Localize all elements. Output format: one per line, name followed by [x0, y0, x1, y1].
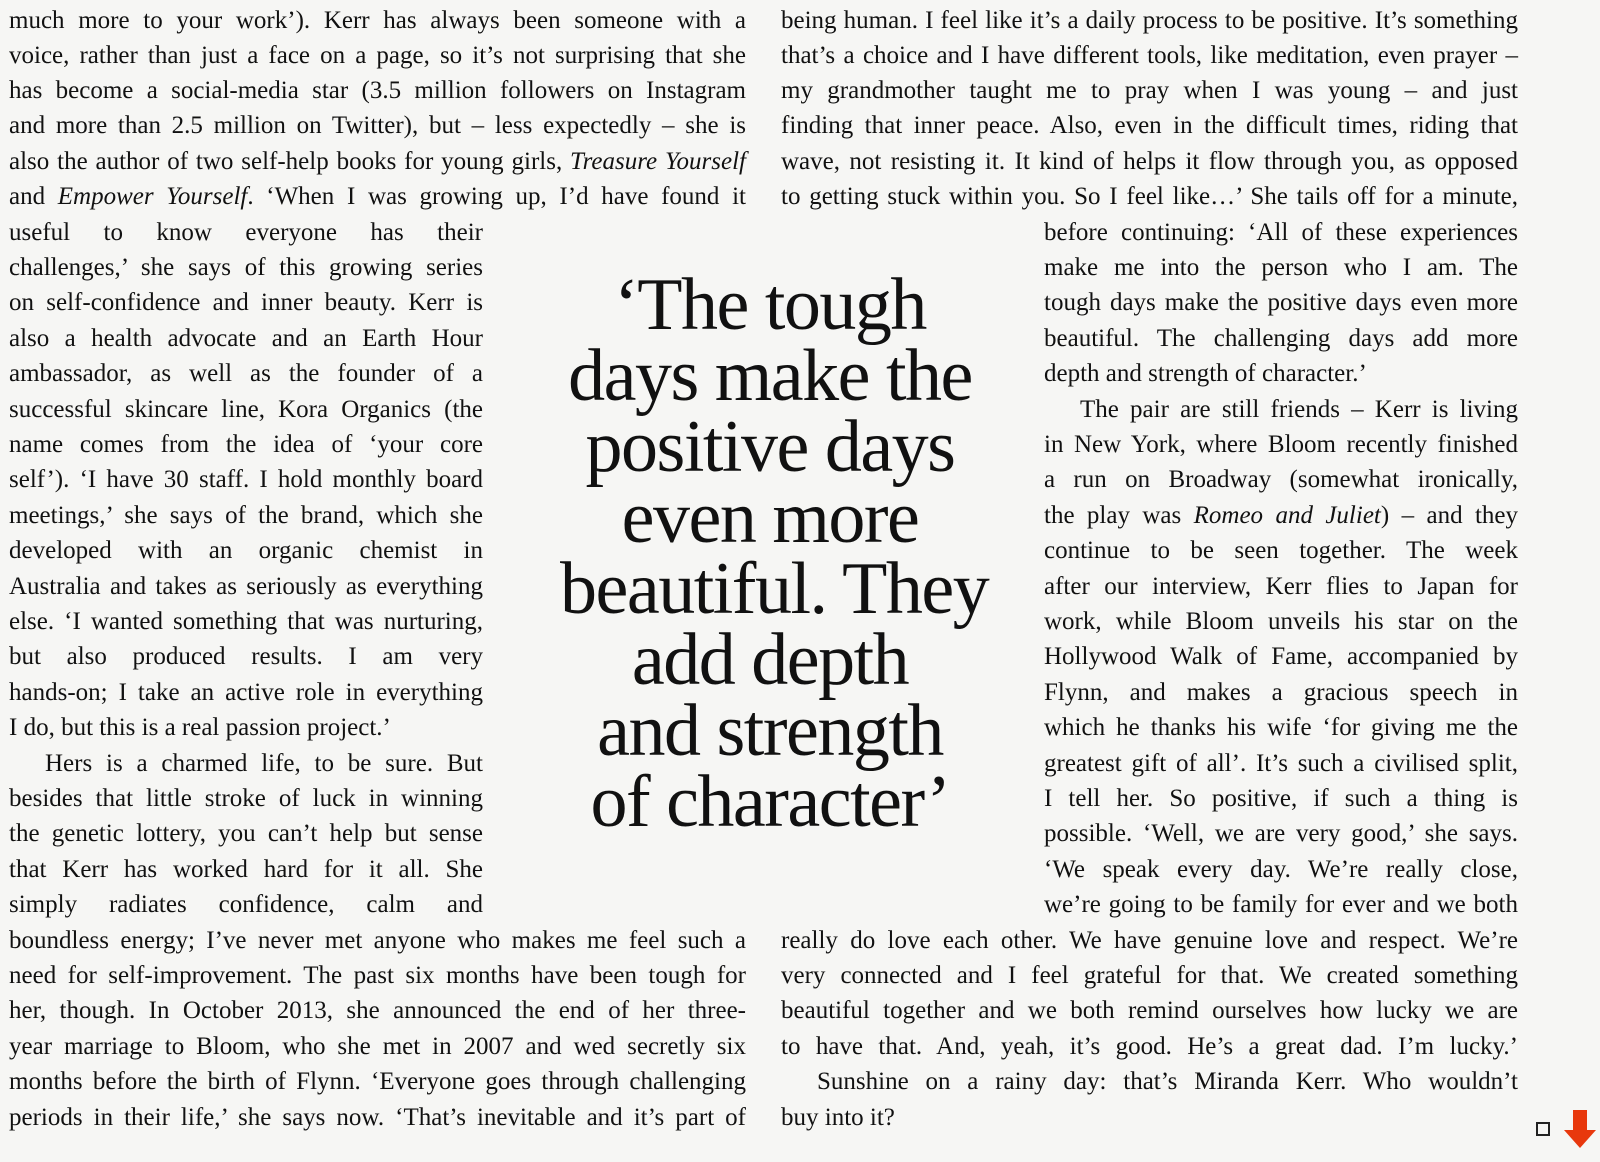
text-line: make me into the person who I am. The: [1044, 254, 1518, 281]
pull-quote-line: and strength: [597, 690, 943, 772]
text-line: tough days make the positive days even more: [1044, 289, 1518, 316]
text-line: really do love each other. We have genuine love and respect. We’re: [781, 927, 1518, 954]
text-line: name comes from the idea of ‘your core: [9, 431, 483, 458]
text-line: months before the birth of Flynn. ‘Everyone goes through challenging: [9, 1068, 746, 1095]
text-line: periods in their life,’ she says now. ‘That’s inevitable and it’s part of: [9, 1104, 746, 1131]
text-line: boundless energy; I’ve never met anyone who makes me feel such a: [9, 927, 746, 954]
text-line: I tell her. So positive, if such a thing is: [1044, 785, 1518, 812]
text-line: year marriage to Bloom, who she met in 2007 and wed secretly six: [9, 1033, 746, 1060]
end-of-article-square-icon: [1536, 1122, 1550, 1136]
text-line: beautiful together and we both remind ourselves how lucky we are: [781, 997, 1518, 1024]
text-line: finding that inner peace. Also, even in the difficult times, riding that: [781, 112, 1518, 139]
text-line: the play was Romeo and Juliet) – and they: [1044, 502, 1519, 529]
text-line: The pair are still friends – Kerr is living: [1080, 396, 1518, 423]
text-line: Australia and takes as seriously as everything: [9, 573, 483, 600]
text-line: that Kerr has worked hard for it all. She: [9, 856, 483, 883]
pull-quote-line: add depth: [631, 619, 909, 701]
text-line: useful to know everyone has their: [9, 219, 483, 246]
pull-quote-line: positive days: [585, 406, 955, 488]
text-line: Hollywood Walk of Fame, accompanied by: [1044, 643, 1518, 670]
text-line: that’s a choice and I have different tools, like meditation, even prayer –: [781, 42, 1518, 69]
text-line: wave, not resisting it. It kind of helps it flow through you, as opposed: [781, 148, 1518, 175]
text-line: being human. I feel like it’s a daily process to be positive. It’s something: [781, 7, 1518, 34]
text-line: I do, but this is a real passion project.’: [9, 714, 391, 741]
text-line: meetings,’ she says of the brand, which she: [9, 502, 483, 529]
text-line: developed with an organic chemist in: [9, 537, 483, 564]
text-line: Flynn, and makes a gracious speech in: [1044, 679, 1518, 706]
text-line: we’re going to be family for ever and we both: [1044, 891, 1518, 918]
text-line: but also produced results. I am very: [9, 643, 483, 670]
pull-quote-line: beautiful. They: [560, 548, 989, 630]
text-line: to have that. And, yeah, it’s good. He’s a great dad. I’m lucky.’: [781, 1033, 1518, 1060]
text-line: also a health advocate and an Earth Hour: [9, 325, 483, 352]
pull-quote-line: days make the: [568, 335, 972, 417]
text-line: before continuing: ‘All of these experiences: [1044, 219, 1518, 246]
text-line: depth and strength of character.’: [1044, 360, 1367, 387]
pull-quote-line: ‘The tough: [614, 264, 926, 346]
text-line: after our interview, Kerr flies to Japan for: [1044, 573, 1518, 600]
text-line: work, while Bloom unveils his star on the: [1044, 608, 1518, 635]
text-line: need for self-improvement. The past six months have been tough for: [9, 962, 746, 989]
text-line: on self-confidence and inner beauty. Kerr is: [9, 289, 483, 316]
text-line: the genetic lottery, you can’t help but sense: [9, 820, 483, 847]
text-line: ambassador, as well as the founder of a: [9, 360, 483, 387]
text-line: possible. ‘Well, we are very good,’ she says.: [1044, 820, 1518, 847]
pull-quote-line: of character’: [590, 761, 950, 843]
text-line: my grandmother taught me to pray when I was young – and just: [781, 77, 1518, 104]
text-line: besides that little stroke of luck in winning: [9, 785, 483, 812]
text-line: and Empower Yourself. ‘When I was growing up, I’d have found it: [9, 183, 746, 210]
text-line: Sunshine on a rainy day: that’s Miranda Kerr. Who wouldn’t: [817, 1068, 1518, 1095]
text-line: self’). ‘I have 30 staff. I hold monthly board: [9, 466, 483, 493]
text-line: and more than 2.5 million on Twitter), but – less expectedly – she is: [9, 112, 746, 139]
text-line: continue to be seen together. The week: [1044, 537, 1518, 564]
text-line: beautiful. The challenging days add more: [1044, 325, 1518, 352]
text-line: hands-on; I take an active role in everything: [9, 679, 483, 706]
text-line: in New York, where Bloom recently finished: [1044, 431, 1518, 458]
text-line: else. ‘I wanted something that was nurturing,: [9, 608, 483, 635]
text-line: which he thanks his wife ‘for giving me the: [1044, 714, 1518, 741]
pull-quote: [560, 264, 989, 843]
text-line: greatest gift of all’. It’s such a civilised split,: [1044, 750, 1518, 777]
text-line: much more to your work’). Kerr has always been someone with a: [9, 7, 746, 34]
text-line: ‘We speak every day. We’re really close,: [1044, 856, 1518, 883]
down-arrow-icon[interactable]: [1562, 1110, 1598, 1150]
text-line: also the author of two self-help books for young girls, Treasure Yourself: [9, 148, 746, 175]
text-line: very connected and I feel grateful for that. We created something: [781, 962, 1518, 989]
text-line: a run on Broadway (somewhat ironically,: [1044, 466, 1518, 493]
text-line: Hers is a charmed life, to be sure. But: [45, 750, 483, 777]
text-line: successful skincare line, Kora Organics (the: [9, 396, 483, 423]
text-line: challenges,’ she says of this growing series: [9, 254, 483, 281]
text-line: has become a social-media star (3.5 million followers on Instagram: [9, 77, 746, 104]
text-line: to getting stuck within you. So I feel like…’ She tails off for a minute,: [781, 183, 1518, 210]
text-line: her, though. In October 2013, she announced the end of her three-: [9, 997, 746, 1024]
text-line: simply radiates confidence, calm and: [9, 891, 483, 918]
text-line: voice, rather than just a face on a page, so it’s not surprising that she: [9, 42, 746, 69]
pull-quote-line: even more: [621, 477, 919, 559]
text-line: buy into it?: [781, 1104, 895, 1131]
